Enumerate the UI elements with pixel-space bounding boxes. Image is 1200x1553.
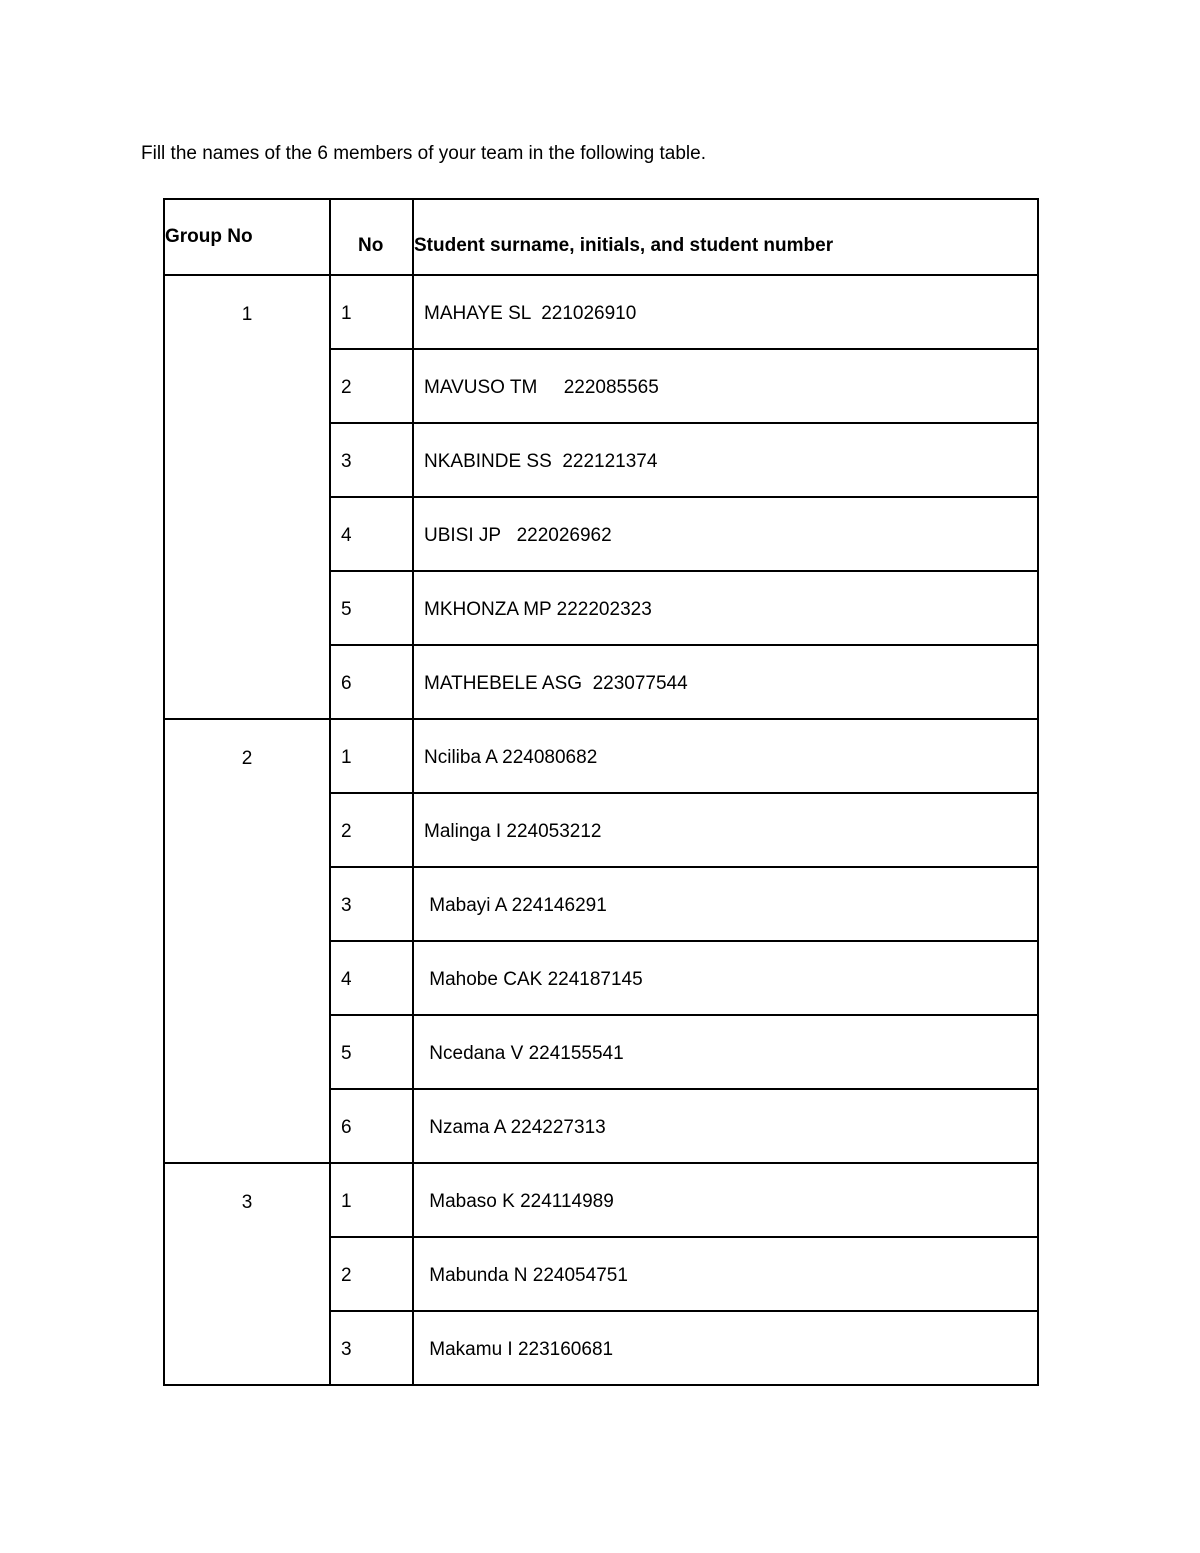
student-entry: MATHEBELE ASG 223077544 (413, 645, 1038, 719)
row-number: 1 (330, 719, 413, 793)
student-entry: Nciliba A 224080682 (413, 719, 1038, 793)
instruction-text: Fill the names of the 6 members of your team in the following table. (141, 143, 706, 164)
table-row (164, 275, 1038, 349)
team-members-table (163, 198, 1039, 1386)
student-entry: UBISI JP 222026962 (413, 497, 1038, 571)
student-entry: MKHONZA MP 222202323 (413, 571, 1038, 645)
group-label: 3 (164, 1163, 330, 1385)
student-entry: Mabaso K 224114989 (413, 1163, 1038, 1237)
row-number: 2 (330, 1237, 413, 1311)
table-row (164, 1163, 1038, 1237)
student-entry: NKABINDE SS 222121374 (413, 423, 1038, 497)
student-entry: MAHAYE SL 221026910 (413, 275, 1038, 349)
group-label: 2 (164, 719, 330, 1163)
student-entry: Malinga I 224053212 (413, 793, 1038, 867)
row-number: 4 (330, 497, 413, 571)
row-number: 1 (330, 1163, 413, 1237)
student-entry: Ncedana V 224155541 (413, 1015, 1038, 1089)
row-number: 4 (330, 941, 413, 1015)
header-no: No (330, 199, 413, 275)
row-number: 2 (330, 349, 413, 423)
row-number: 2 (330, 793, 413, 867)
row-number: 5 (330, 571, 413, 645)
student-entry: Mahobe CAK 224187145 (413, 941, 1038, 1015)
row-number: 5 (330, 1015, 413, 1089)
student-entry: Nzama A 224227313 (413, 1089, 1038, 1163)
student-entry: Mabayi A 224146291 (413, 867, 1038, 941)
row-number: 3 (330, 423, 413, 497)
row-number: 3 (330, 1311, 413, 1385)
row-number: 3 (330, 867, 413, 941)
student-entry: Makamu I 223160681 (413, 1311, 1038, 1385)
row-number: 6 (330, 645, 413, 719)
student-entry: MAVUSO TM 222085565 (413, 349, 1038, 423)
header-student: Student surname, initials, and student number (413, 199, 1038, 275)
header-group-no: Group No (164, 199, 330, 275)
table-header-row (164, 199, 1038, 275)
group-label: 1 (164, 275, 330, 719)
table-row (164, 719, 1038, 793)
row-number: 1 (330, 275, 413, 349)
student-entry: Mabunda N 224054751 (413, 1237, 1038, 1311)
row-number: 6 (330, 1089, 413, 1163)
